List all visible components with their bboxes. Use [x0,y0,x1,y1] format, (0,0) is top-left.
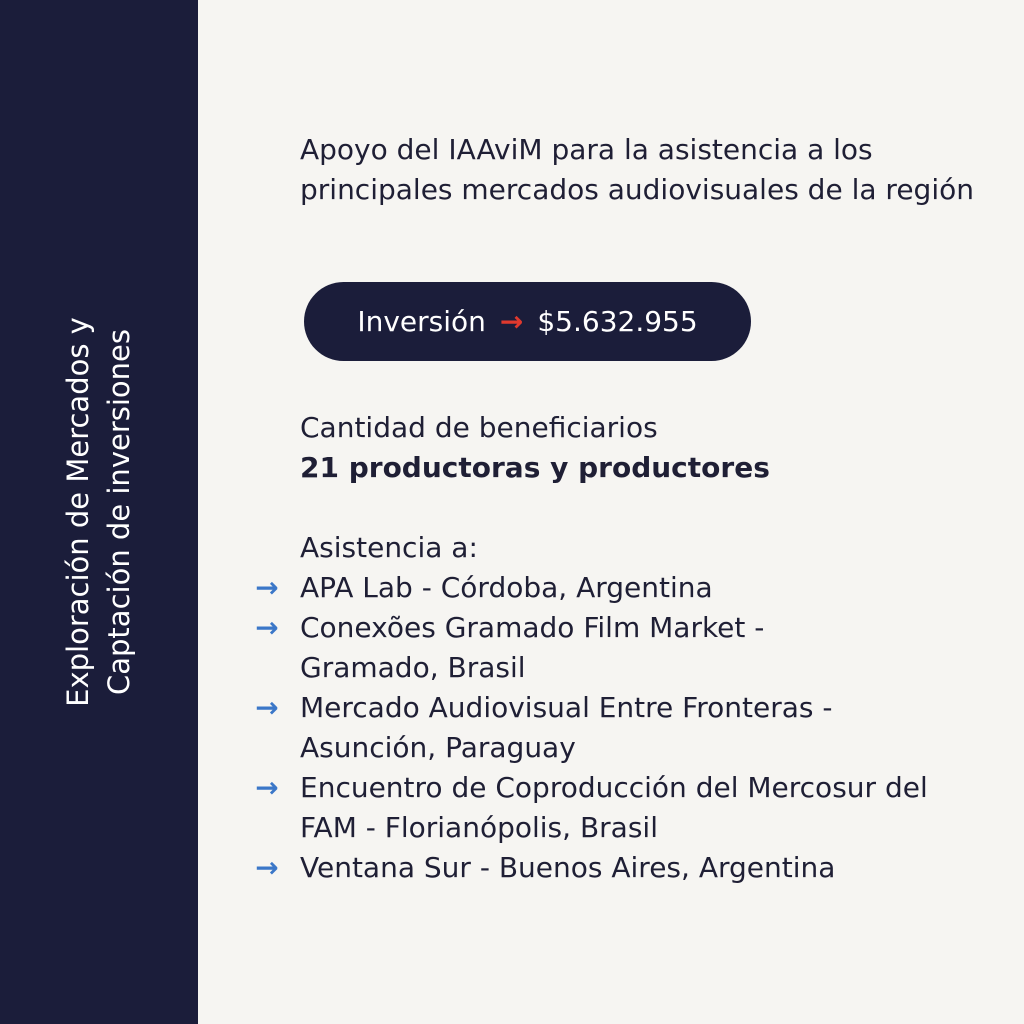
sidebar-panel [0,0,198,1024]
list-item-text: Mercado Audiovisual Entre Fronteras - Asunción, Paraguay [300,691,833,764]
arrow-right-icon: → [255,851,279,884]
assistance-label: Asistencia a: [300,531,478,564]
arrow-right-icon: → [255,691,279,724]
investment-amount: $5.632.955 [537,305,698,338]
list-item-text: Ventana Sur - Buenos Aires, Argentina [300,851,836,884]
beneficiaries-block [300,408,770,488]
assistance-list [255,568,990,888]
headline: Apoyo del IAAviM para la asistencia a los principales mercados audiovisuales de la región [300,133,974,206]
assistance-block [255,528,990,888]
arrow-right-icon: → [499,305,524,338]
list-item-text: Conexões Gramado Film Market - Gramado, Brasil [300,611,765,684]
arrow-right-icon: → [255,571,279,604]
arrow-right-icon: → [255,771,279,804]
list-item [255,568,990,608]
beneficiaries-label: Cantidad de beneficiarios [300,411,658,444]
list-item-text: APA Lab - Córdoba, Argentina [300,571,713,604]
beneficiaries-value: 21 productoras y productores [300,451,770,484]
section-title [58,102,140,922]
list-item [255,848,990,888]
investment-label: Inversión [357,305,486,338]
section-title-line-1: Exploración de Mercados y [61,317,95,707]
investment-badge [304,282,751,361]
main-content [300,130,980,210]
list-item-text: Encuentro de Coproducción del Mercosur del FAM - Florianópolis, Brasil [300,771,928,844]
arrow-right-icon: → [255,611,279,644]
list-item [255,608,840,688]
list-item [255,688,910,768]
list-item [255,768,980,848]
section-title-line-2: Captación de inversiones [102,329,136,695]
